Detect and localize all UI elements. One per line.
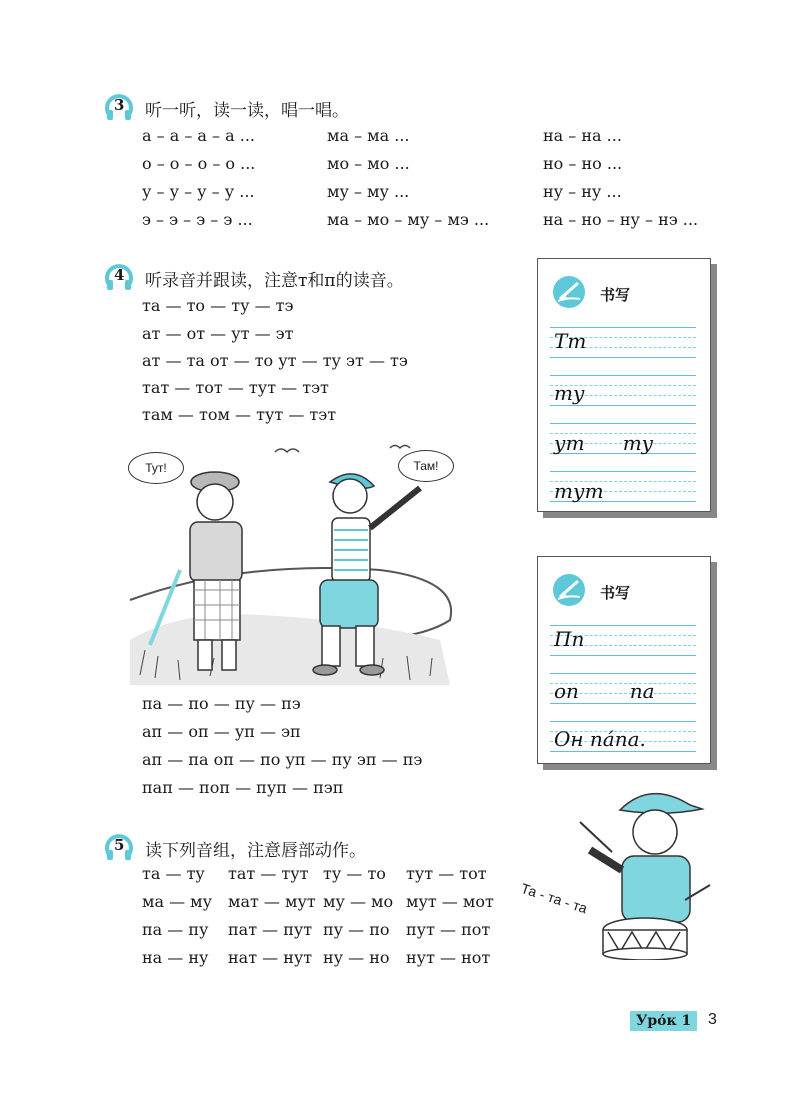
ex3-cell: ма – ма ... xyxy=(327,126,410,145)
exercise-4-title: 听录音并跟读，注意т和п的读音。 xyxy=(145,271,404,291)
card-title: 书写 xyxy=(600,584,631,602)
ex4-row: там — том — тут — тэт xyxy=(142,405,337,424)
cursive-line: Пп xyxy=(554,627,585,651)
ex4-row: тат — тот — тут — тэт xyxy=(142,378,329,397)
speech-bubble-left: Тут! xyxy=(128,452,184,484)
ex5-cell: тут — тот xyxy=(406,864,487,883)
ex4-row: ап — оп — уп — эп xyxy=(142,722,301,741)
writing-card-p xyxy=(537,556,711,764)
exercise-3-number: 3 xyxy=(114,96,125,114)
ex3-cell: о – о – о – о ... xyxy=(142,154,256,173)
ex4-row: ат — от — ут — эт xyxy=(142,324,294,343)
cursive-line: Тт xyxy=(554,329,587,353)
ex3-cell: ма – мо – му – мэ ... xyxy=(327,210,490,229)
ex5-cell: ту — то xyxy=(323,864,386,883)
ex3-cell: э – э – э – э ... xyxy=(142,210,253,229)
ex3-cell: на – но – ну – нэ ... xyxy=(543,210,699,229)
pen-icon xyxy=(552,275,586,309)
ex5-cell: нат — нут xyxy=(228,948,313,967)
exercise-5-number: 5 xyxy=(114,836,125,854)
ex4-row: ап — па оп — по уп — пу эп — пэ xyxy=(142,750,423,769)
ex5-cell: ма — му xyxy=(142,892,213,911)
ex4-row: па — по — пу — пэ xyxy=(142,694,301,713)
ex3-cell: мо – мо ... xyxy=(327,154,410,173)
ex3-cell: а – а – а – а ... xyxy=(142,126,256,145)
ex5-cell: нут — нот xyxy=(406,948,491,967)
drum-sound-text: Та - та - та xyxy=(519,880,590,917)
ex5-cell: мат — мут xyxy=(228,892,316,911)
cursive-line: ту xyxy=(554,381,585,405)
ex4-row: та — то — ту — тэ xyxy=(142,296,294,315)
ex5-cell: ну — но xyxy=(323,948,390,967)
ex5-cell: на — ну xyxy=(142,948,209,967)
ex3-cell: но – но ... xyxy=(543,154,623,173)
ex5-cell: пу — по xyxy=(323,920,390,939)
page-number: 3 xyxy=(708,1011,717,1028)
ex5-cell: тат — тут xyxy=(228,864,309,883)
ex3-cell: ну – ну ... xyxy=(543,182,622,201)
ex4-row: пап — поп — пуп — пэп xyxy=(142,778,344,797)
ex3-cell: у – у – у – у ... xyxy=(142,182,255,201)
writing-card-t xyxy=(537,258,711,512)
cursive-line: ут ту xyxy=(554,431,654,455)
card-title: 书写 xyxy=(600,286,631,304)
cursive-line: Он па́па. xyxy=(554,727,646,751)
ex3-cell: на – на ... xyxy=(543,126,622,145)
ex5-cell: му — мо xyxy=(323,892,394,911)
cursive-line: оп па xyxy=(554,679,655,703)
lesson-tag: Уро́к 1 xyxy=(630,1011,697,1031)
ex3-cell: му – му ... xyxy=(327,182,410,201)
ex5-cell: та — ту xyxy=(142,864,205,883)
pen-icon xyxy=(552,573,586,607)
exercise-3-title: 听一听，读一读，唱一唱。 xyxy=(145,101,349,121)
ex5-cell: пут — пот xyxy=(406,920,491,939)
exercise-4-number: 4 xyxy=(114,266,125,284)
ex5-cell: па — пу xyxy=(142,920,209,939)
ex4-row: ат — та от — то ут — ту эт — тэ xyxy=(142,351,408,370)
ex5-cell: пат — пут xyxy=(228,920,313,939)
drummer-boy-illustration xyxy=(560,780,730,960)
exercise-5-title: 读下列音组，注意唇部动作。 xyxy=(145,841,366,861)
cursive-line: тут xyxy=(554,479,604,503)
ex5-cell: мут — мот xyxy=(406,892,494,911)
speech-bubble-right: Там! xyxy=(398,450,454,482)
